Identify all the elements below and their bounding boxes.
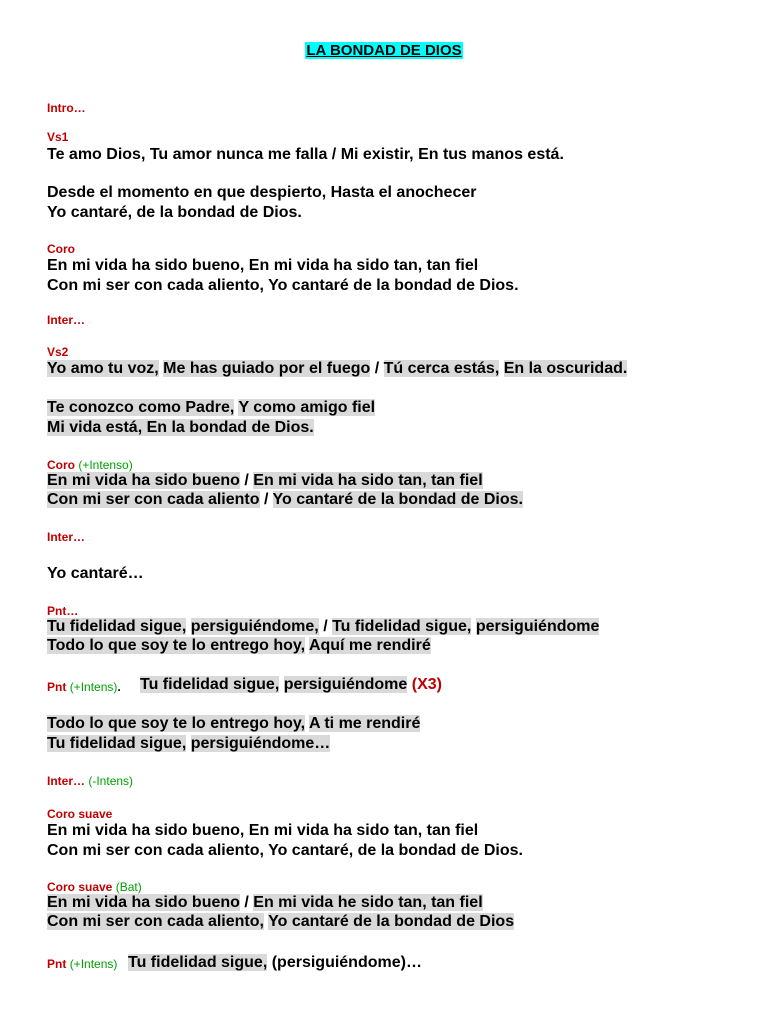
intensity-note: (Bat) [115, 880, 142, 894]
lyric-line: Tu fidelidad sigue, persiguiéndome, / Tu fidelidad sigue, persiguiéndome [47, 618, 600, 635]
lyric-segment: persiguiéndome… [190, 735, 331, 752]
lyric-line: Con mi ser con cada aliento / Yo cantaré de la bondad de Dios. [47, 491, 523, 508]
lyric-line [47, 913, 514, 931]
lyric-line: Yo cantaré… [47, 565, 144, 582]
section-label-pnt: Pnt… [47, 604, 79, 618]
lyric-segment: Yo amo tu voz, [47, 360, 159, 377]
lyric-segment: Aquí me rendiré [308, 637, 431, 654]
lyric-segment: En mi vida ha sido tan, tan fiel [253, 472, 483, 489]
section-label-coro-suave: Coro suave [47, 807, 113, 821]
lyric-line: Con mi ser con cada aliento, Yo cantaré, de la bondad de Dios. [47, 842, 523, 859]
lyric-line [47, 399, 375, 417]
section-label-inter: Inter… (-Intens) [47, 774, 134, 788]
lyric-line [128, 954, 422, 972]
lyric-segment: Todo lo que soy te lo entrego hoy, [47, 637, 306, 654]
lyric-line [47, 419, 314, 437]
lyric-line: Desde el momento en que despierto, Hasta el anochecer [47, 184, 477, 201]
lyric-segment: Tu fidelidad sigue, [47, 618, 187, 635]
lyric-segment: Yo cantaré de la bondad de Dios [268, 913, 515, 930]
section-label-coro: Coro (+Intenso) [47, 458, 133, 472]
intensity-note: (+Intens) [69, 957, 118, 971]
lyric-line: Con mi ser con cada aliento, Yo cantaré de la bondad de Dios. [47, 277, 519, 294]
lyric-line: En mi vida ha sido bueno / En mi vida he sido tan, tan fiel [47, 894, 483, 911]
lyric-line [47, 735, 330, 753]
section-label-intro: Intro… [47, 101, 86, 115]
section-label-pnt: Pnt (+Intens). [47, 680, 121, 694]
lyric-segment: (persiguiéndome)… [271, 954, 422, 971]
lyric-line [47, 637, 431, 655]
lyric-segment: Con mi ser con cada aliento, [47, 913, 264, 930]
intensity-note: (-Intens) [88, 774, 134, 788]
lyric-line: En mi vida ha sido bueno, En mi vida ha sido tan, tan fiel [47, 822, 479, 839]
lyric-segment: Todo lo que soy te lo entrego hoy, [47, 715, 306, 732]
section-label-vs2: Vs2 [47, 345, 69, 359]
lyric-segment: Me has guiado por el fuego [163, 360, 371, 377]
title-text: LA BONDAD DE DIOS [306, 42, 462, 59]
lyric-segment: Tu fidelidad sigue, [128, 954, 268, 971]
lyric-line: En mi vida ha sido bueno / En mi vida ha sido tan, tan fiel [47, 472, 483, 489]
section-label-pnt: Pnt (+Intens) [47, 957, 118, 971]
lyric-segment: Tú cerca estás, [383, 360, 500, 377]
lyric-segment: persiguiéndome [283, 676, 408, 693]
lyric-segment: Mi vida está, En la bondad de Dios. [47, 419, 314, 436]
intensity-note: (+Intenso) [78, 458, 133, 472]
section-label-inter: Inter… [47, 530, 86, 544]
lyric-segment: persiguiéndome, [190, 618, 319, 635]
lyric-line [47, 715, 420, 733]
section-label-vs1: Vs1 [47, 130, 69, 144]
lyric-segment: En mi vida he sido tan, tan fiel [253, 894, 483, 911]
lyric-line: Yo cantaré, de la bondad de Dios. [47, 204, 302, 221]
lyric-segment: A ti me rendiré [308, 715, 421, 732]
lyric-segment: En mi vida ha sido bueno [47, 472, 240, 489]
lyric-line: En mi vida ha sido bueno, En mi vida ha sido tan, tan fiel [47, 257, 479, 274]
lyric-segment: persiguiéndome [475, 618, 600, 635]
repeat-marker: (X3) [411, 676, 442, 693]
lyric-segment: Tu fidelidad sigue, [140, 676, 280, 693]
lyric-segment: Te conozco como Padre, [47, 399, 235, 416]
section-label-coro-suave: Coro suave (Bat) [47, 880, 142, 894]
intensity-note: (+Intens) [69, 680, 118, 694]
lyric-segment: Tu fidelidad sigue, [47, 735, 187, 752]
section-label-inter: Inter… [47, 313, 86, 327]
lyric-segment: Yo cantaré de la bondad de Dios. [272, 491, 523, 508]
lyric-segment: Con mi ser con cada aliento [47, 491, 260, 508]
section-label-coro: Coro [47, 242, 75, 256]
lyric-line: Te amo Dios, Tu amor nunca me falla / Mi existir, En tus manos está. [47, 146, 564, 163]
lyric-line [140, 676, 442, 694]
page-title [0, 42, 768, 60]
lyric-line: Yo amo tu voz, Me has guiado por el fuego / Tú cerca estás, En la oscuridad. [47, 360, 628, 377]
lyric-segment: Tu fidelidad sigue, [332, 618, 472, 635]
lyric-segment: En la oscuridad. [503, 360, 628, 377]
lyric-segment: En mi vida ha sido bueno [47, 894, 240, 911]
lyric-segment: Y como amigo fiel [238, 399, 376, 416]
